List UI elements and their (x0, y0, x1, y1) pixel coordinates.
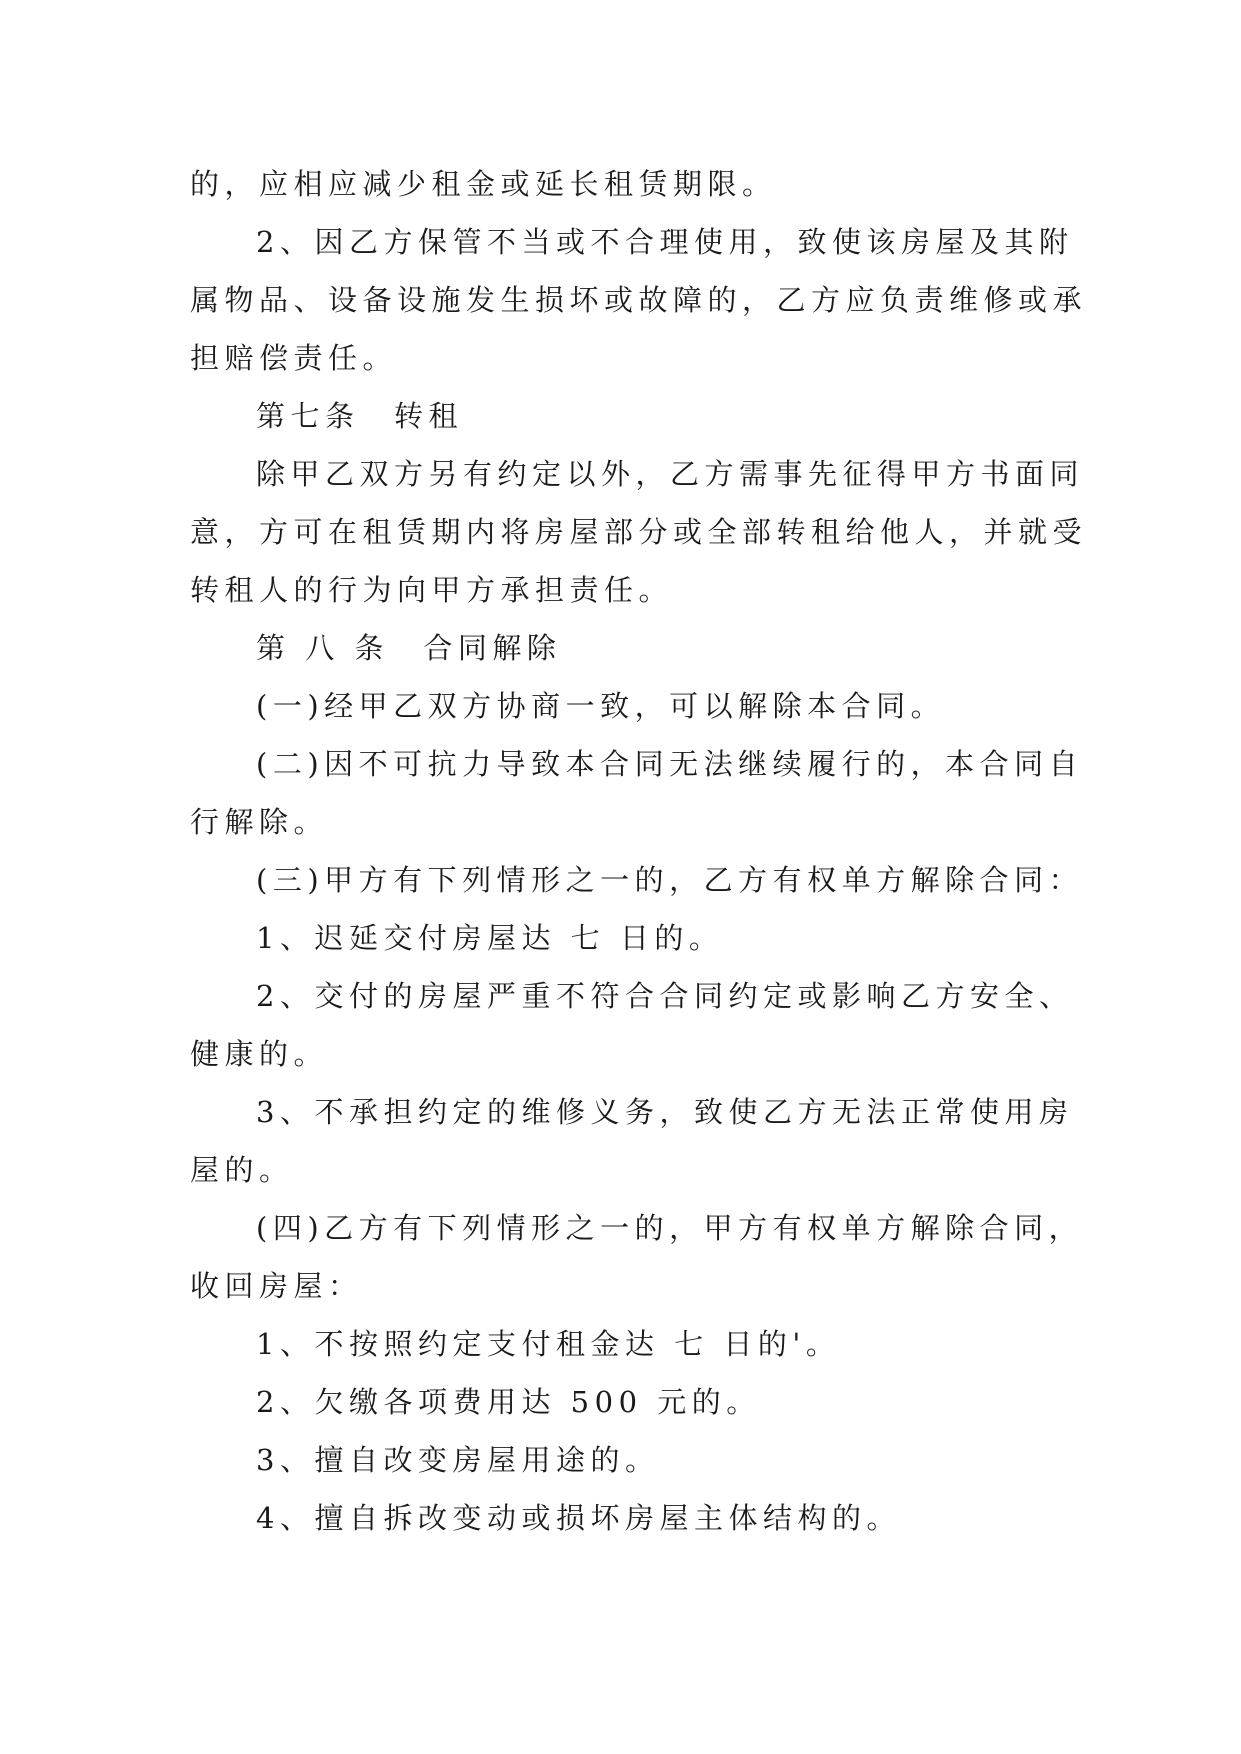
text-line: (二)因不可抗力导致本合同无法继续履行的，本合同自 (256, 747, 1084, 781)
contract-body (190, 155, 1088, 1547)
text-line: 4、擅自拆改变动或损坏房屋主体结构的。 (256, 1501, 901, 1535)
text-line: 2、欠缴各项费用达 500 元的。 (256, 1385, 761, 1419)
text-line: 3、不承担约定的维修义务，致使乙方无法正常使用房 (256, 1095, 1074, 1129)
text-line: 行解除。 (190, 805, 329, 839)
text-line: 除甲乙双方另有约定以外，乙方需事先征得甲方书面同 (256, 457, 1085, 491)
section-heading-article-8: 第 八 条 合同解除 (256, 631, 562, 665)
text-line: 2、因乙方保管不当或不合理使用，致使该房屋及其附 (256, 225, 1074, 259)
text-line: 收回房屋： (190, 1269, 363, 1303)
text-line: 意，方可在租赁期内将房屋部分或全部转租给他人，并就受 (190, 515, 1088, 549)
text-line: 转租人的行为向甲方承担责任。 (190, 573, 674, 607)
text-line: (三)甲方有下列情形之一的，乙方有权单方解除合同： (256, 863, 1084, 897)
text-line: 3、擅自改变房屋用途的。 (256, 1443, 660, 1477)
text-line: 担赔偿责任。 (190, 341, 398, 375)
text-line: 2、交付的房屋严重不符合合同约定或影响乙方安全、 (256, 979, 1074, 1013)
text-line: 的，应相应减少租金或延长租赁期限。 (190, 167, 777, 201)
section-heading-article-7: 第七条 转租 (256, 399, 464, 433)
text-line: 属物品、设备设施发生损坏或故障的，乙方应负责维修或承 (190, 283, 1088, 317)
text-line: (四)乙方有下列情形之一的，甲方有权单方解除合同， (256, 1211, 1084, 1245)
text-line: 1、不按照约定支付租金达 七 日的'。 (256, 1327, 841, 1361)
text-line: 屋的。 (190, 1153, 294, 1187)
text-line: (一)经甲乙双方协商一致，可以解除本合同。 (256, 689, 946, 723)
text-line: 1、迟延交付房屋达 七 日的。 (256, 921, 724, 955)
text-line: 健康的。 (190, 1037, 329, 1071)
